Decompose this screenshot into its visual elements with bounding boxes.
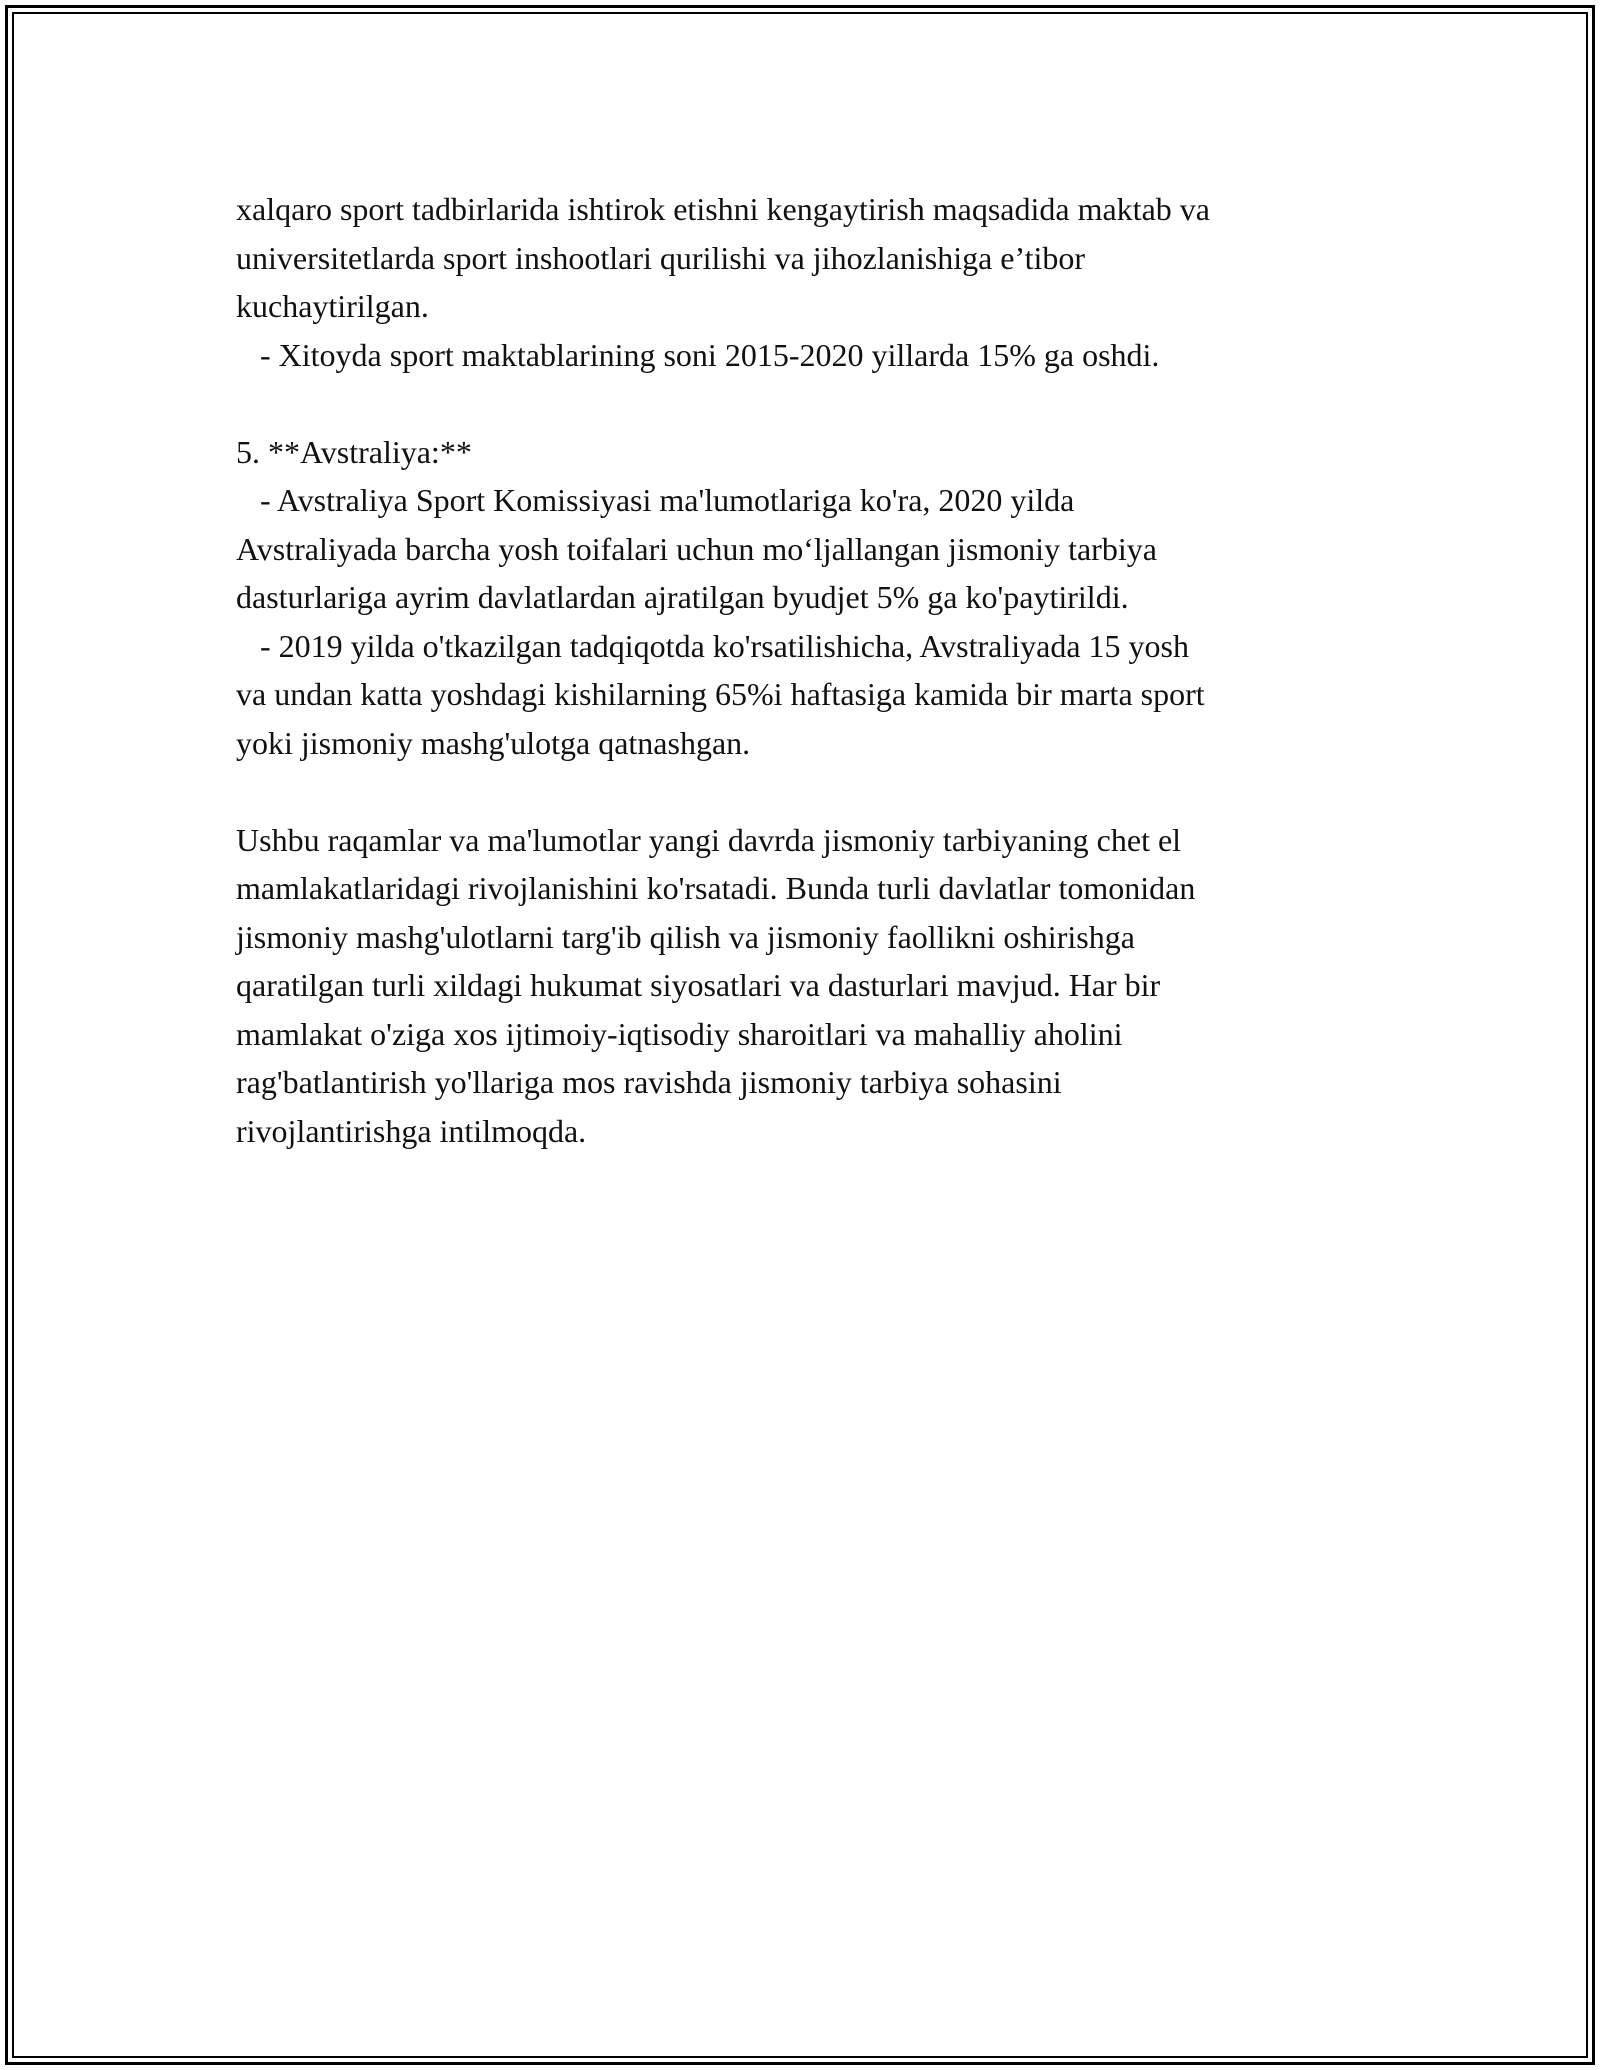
text-line: rivojlantirishga intilmoqda. (236, 1112, 587, 1149)
text-line: kuchaytirilgan. (236, 288, 429, 324)
paragraph-gap (236, 379, 1366, 428)
text-line: xalqaro sport tadbirlarida ishtirok etishni kengaytirish maqsadida maktab va (236, 191, 1210, 227)
text-line: universitetlarda sport inshootlari qurilishi va jihozlanishiga e’tibor (236, 239, 1086, 276)
document-body (236, 185, 1366, 1155)
text-line: va undan katta yoshdagi kishilarning 65%i haftasiga kamida bir marta sport (236, 676, 1205, 712)
paragraph-conclusion (236, 816, 1366, 1156)
text-line: mamlakatlaridagi rivojlanishini ko'rsatadi. Bunda turli davlatlar tomonidan (236, 870, 1196, 906)
text-line: mamlakat o'ziga xos ijtimoiy-iqtisodiy sharoitlari va mahalliy aholini (236, 1015, 1123, 1052)
text-line: yoki jismoniy mashg'ulotga qatnashgan. (236, 724, 751, 761)
text-line: - 2019 yilda o'tkazilgan tadqiqotda ko'rsatilishicha, Avstraliyada 15 yosh (236, 627, 1189, 664)
text-line: - Avstraliya Sport Komissiyasi ma'lumotlariga ko'ra, 2020 yilda (236, 482, 1075, 518)
text-line: qaratilgan turli xildagi hukumat siyosatlari va dasturlari mavjud. Har bir (236, 967, 1161, 1003)
text-line: jismoniy mashg'ulotlarni targ'ib qilish va jismoniy faollikni oshirishga (236, 918, 1135, 955)
text-line: rag'batlantirish yo'llariga mos ravishda jismoniy tarbiya sohasini (236, 1064, 1062, 1100)
paragraph-china-continuation (236, 185, 1366, 379)
section-heading: 5. **Avstraliya:** (236, 433, 472, 470)
paragraph-gap (236, 767, 1366, 816)
section-australia (236, 428, 1366, 768)
text-line: Avstraliyada barcha yosh toifalari uchun mo‘ljallangan jismoniy tarbiya (236, 530, 1157, 567)
text-line: - Xitoyda sport maktablarining soni 2015-2020 yillarda 15% ga oshdi. (236, 336, 1160, 373)
text-line: Ushbu raqamlar va ma'lumotlar yangi davrda jismoniy tarbiyaning chet el (236, 821, 1182, 858)
text-line: dasturlariga ayrim davlatlardan ajratilgan byudjet 5% ga ko'paytirildi. (236, 579, 1129, 615)
